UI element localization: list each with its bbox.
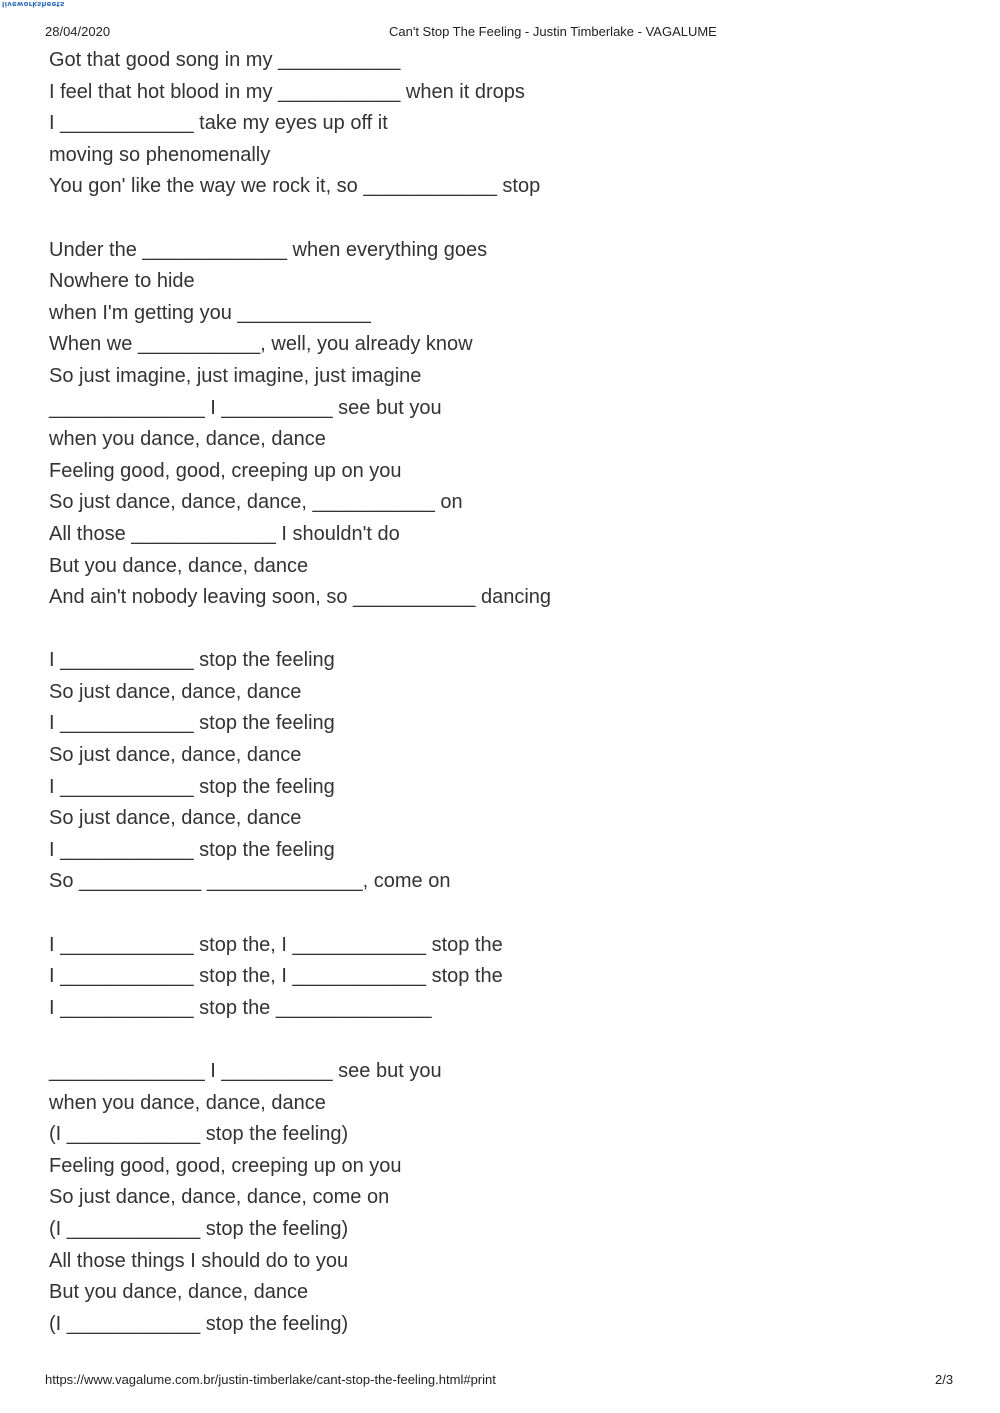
lyric-line: moving so phenomenally	[49, 143, 271, 166]
stanza-break	[49, 1024, 949, 1056]
lyric-line: ______________ I __________ see but you	[49, 1060, 442, 1082]
lyric-line: I ____________ stop the feeling	[49, 775, 335, 798]
lyric-line: I ____________ take my eyes up off it	[49, 112, 388, 135]
lyric-line: But you dance, dance, dance	[49, 554, 309, 577]
source-url: https://www.vagalume.com.br/justin-timberlake/cant-stop-the-feeling.html#print	[45, 1372, 496, 1387]
lyric-line: So just dance, dance, dance	[49, 807, 302, 830]
stanza-break	[49, 203, 949, 235]
lyric-line: Got that good song in my ___________	[49, 49, 401, 71]
lyric-line: So just dance, dance, dance, ___________ on	[49, 491, 463, 514]
lyric-line: You gon' like the way we rock it, so ____________ stop	[49, 175, 541, 198]
lyric-line: All those _____________ I shouldn't do	[49, 522, 400, 545]
lyric-line: Nowhere to hide	[49, 270, 195, 293]
lyric-line: And ain't nobody leaving soon, so ___________ dancing	[49, 586, 552, 609]
lyric-line: (I ____________ stop the feeling)	[49, 1312, 349, 1335]
lyric-line: I ____________ stop the, I ____________ stop the	[49, 965, 503, 988]
print-date: 28/04/2020	[45, 24, 111, 39]
lyric-line: (I ____________ stop the feeling)	[49, 1123, 349, 1146]
lyric-line: I ____________ stop the feeling	[49, 712, 335, 735]
lyric-line: I ____________ stop the ______________	[49, 996, 432, 1019]
lyric-line: ______________ I __________ see but you	[49, 396, 442, 419]
lyric-line: when you dance, dance, dance	[49, 1091, 326, 1114]
lyric-line: But you dance, dance, dance	[49, 1281, 309, 1304]
lyric-line: I feel that hot blood in my ___________ when it drops	[49, 80, 525, 103]
lyric-line: So just dance, dance, dance	[49, 744, 302, 767]
lyric-line: Feeling good, good, creeping up on you	[49, 1154, 402, 1177]
page-title: Can't Stop The Feeling - Justin Timberlake - VAGALUME	[389, 24, 717, 39]
lyric-line: All those things I should do to you	[49, 1249, 349, 1272]
lyric-line: when you dance, dance, dance	[49, 428, 326, 451]
lyric-line: When we ___________, well, you already know	[49, 333, 473, 356]
lyric-line: (I ____________ stop the feeling)	[49, 1217, 349, 1240]
lyric-line: I ____________ stop the feeling	[49, 838, 335, 861]
lyric-line: when I'm getting you ____________	[49, 301, 371, 324]
lyric-line: So just imagine, just imagine, just imagine	[49, 364, 422, 387]
lyric-line: So just dance, dance, dance	[49, 680, 302, 703]
lyric-line: Under the _____________ when everything goes	[49, 238, 488, 261]
lyric-line: So ___________ ______________, come on	[49, 870, 451, 893]
lyrics-worksheet	[49, 45, 949, 1340]
stanza-break	[49, 614, 949, 646]
lyric-line: I ____________ stop the feeling	[49, 649, 335, 672]
stanza-break	[49, 898, 949, 930]
liveworksheets-logo: liveworksheets	[2, 0, 65, 8]
page-number: 2/3	[935, 1372, 954, 1387]
lyric-line: I ____________ stop the, I ____________ stop the	[49, 933, 503, 956]
lyric-line: So just dance, dance, dance, come on	[49, 1186, 390, 1209]
lyric-line: Feeling good, good, creeping up on you	[49, 459, 402, 482]
